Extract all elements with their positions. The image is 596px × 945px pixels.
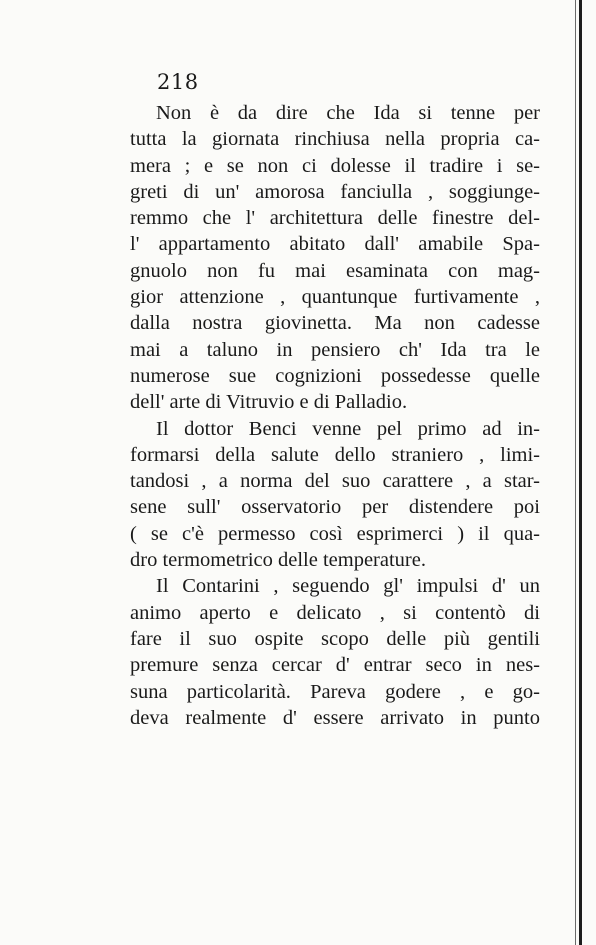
text-line: dro termometrico delle temperature.: [130, 549, 426, 572]
text-line: Il dottor Benci venne pel primo ad in-: [156, 417, 540, 440]
text-line: gior attenzione , quantunque furtivamente ,: [130, 286, 540, 309]
text-line: fare il suo ospite scopo delle più gentili: [130, 627, 540, 650]
text-line: dalla nostra giovinetta. Ma non cadesse: [130, 312, 540, 335]
text-line: animo aperto e delicato , si contentò di: [130, 601, 540, 624]
text-line: gnuolo non fu mai esaminata con mag-: [130, 259, 540, 282]
text-line: greti di un' amorosa fanciulla , soggiunge-: [130, 180, 540, 203]
text-line: tutta la giornata rinchiusa nella propria ca-: [130, 128, 540, 151]
page-edge-shadow: [575, 0, 576, 945]
page-edge: [579, 0, 582, 945]
text-line: premure senza cercar d' entrar seco in nes-: [130, 654, 540, 677]
text-line: suna particolarità. Pareva godere , e go-: [130, 680, 540, 703]
text-line: Il Contarini , seguendo gl' impulsi d' un: [156, 575, 540, 598]
text-line: tandosi , a norma del suo carattere , a star-: [130, 470, 540, 493]
text-line: deva realmente d' essere arrivato in punto: [130, 706, 540, 729]
text-line: sene sull' osservatorio per distendere poi: [130, 496, 540, 519]
text-line: formarsi della salute dello straniero , limi-: [130, 443, 540, 466]
text-line: remmo che l' architettura delle finestre del-: [130, 207, 540, 230]
text-line: mera ; e se non ci dolesse il tradire i se-: [130, 154, 540, 177]
text-line: l' appartamento abitato dall' amabile Spa-: [130, 233, 540, 256]
text-line: mai a taluno in pensiero ch' Ida tra le: [130, 338, 540, 361]
text-line: Non è da dire che Ida si tenne per: [156, 102, 540, 124]
page-number: 218: [157, 70, 199, 94]
text-line: ( se c'è permesso così esprimerci ) il qua-: [130, 522, 540, 545]
text-line: dell' arte di Vitruvio e di Palladio.: [130, 391, 408, 414]
body-text: [130, 100, 540, 731]
text-line: numerose sue cognizioni possedesse quelle: [130, 364, 540, 387]
